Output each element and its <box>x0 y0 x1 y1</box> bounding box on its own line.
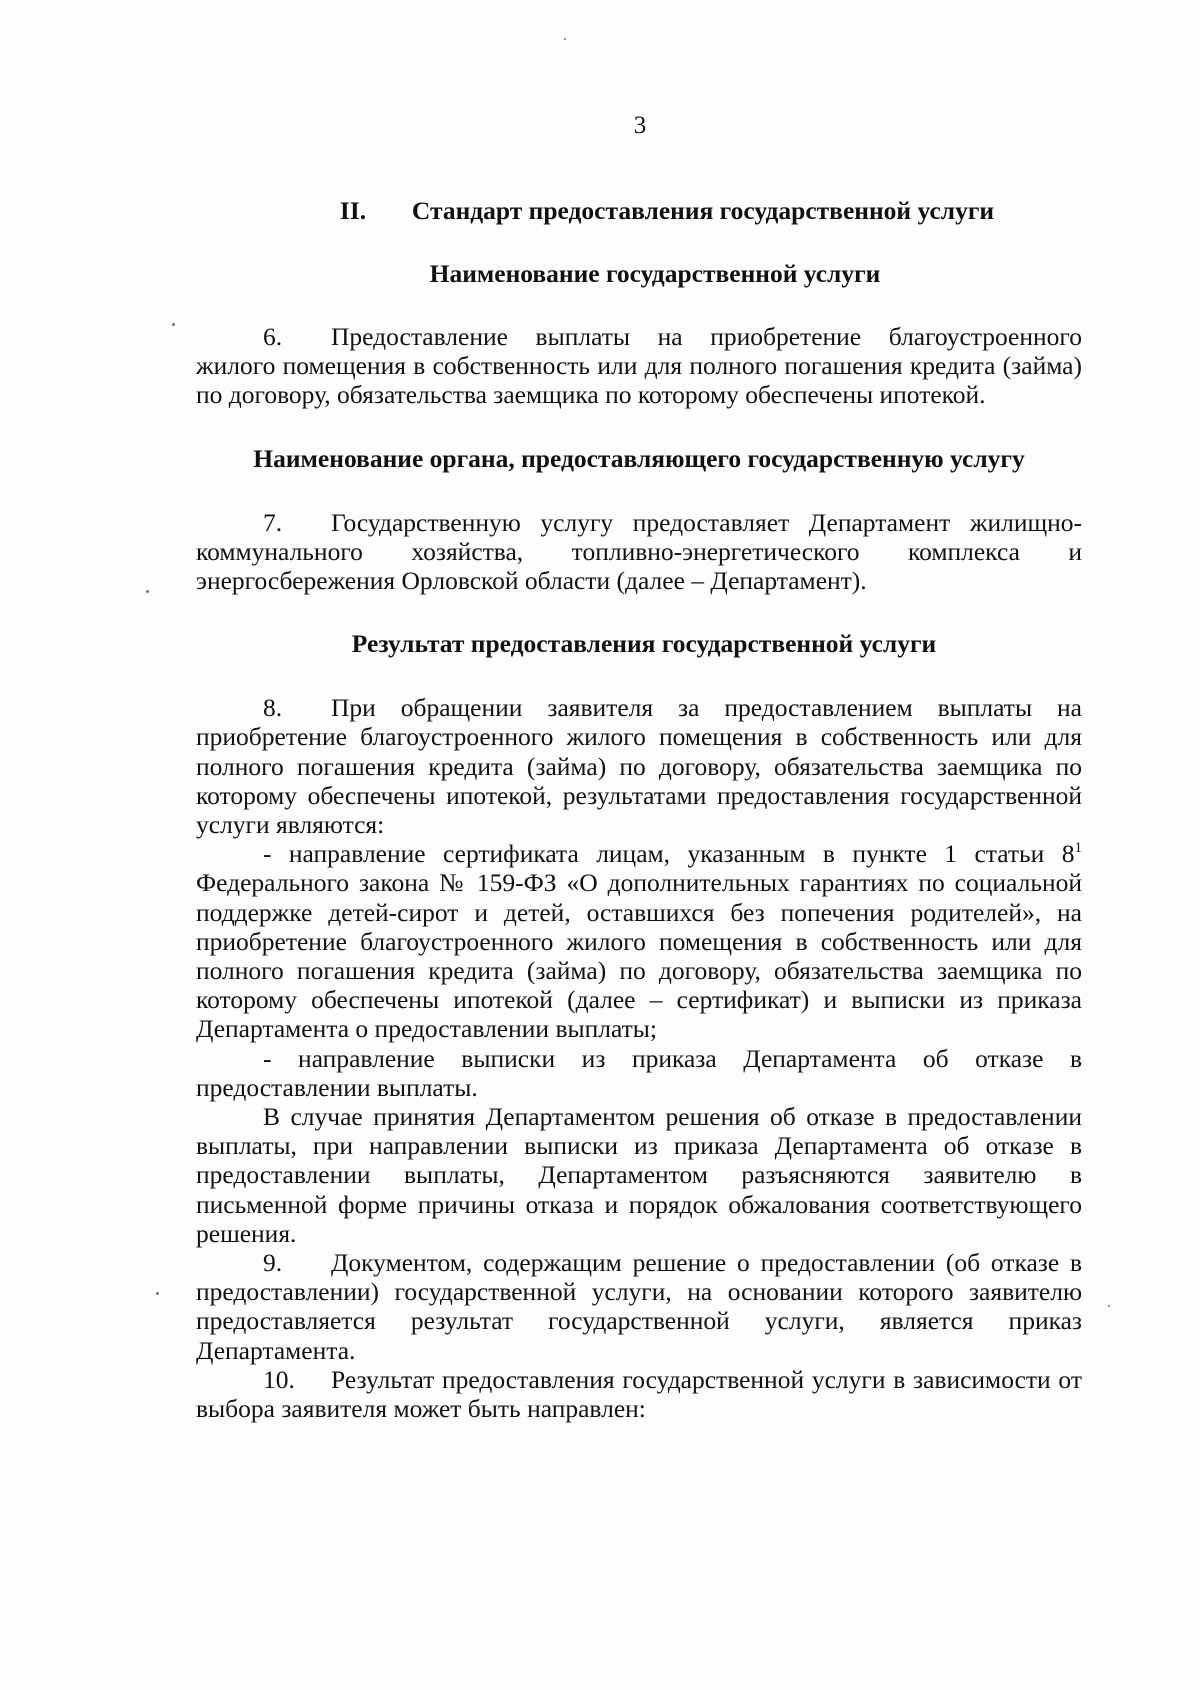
clause-7 <box>196 508 1082 596</box>
heading-authority-name: Наименование органа, предоставляющего государственную услугу <box>253 443 1025 473</box>
paragraph-10-text: Результат предоставления государственной услуги в зависимости от выбора заявителя может быть направлен: <box>196 1364 1082 1424</box>
scan-speck <box>1108 1305 1110 1307</box>
paragraph-8 <box>196 693 1082 839</box>
page-number: 3 <box>633 112 647 139</box>
document-body <box>196 196 1082 1423</box>
clause-6 <box>196 322 1082 410</box>
list-item-certificate <box>196 839 1082 1043</box>
paragraph-9-text: Документом, содержащим решение о предоставлении (об отказе в предоставлении) государственной услуги, на основании которого заявителю предоставляется результат государственной услуги, является приказ Департамента. <box>196 1248 1082 1365</box>
scan-speck <box>146 590 149 593</box>
paragraph-6 <box>196 322 1082 410</box>
paragraph-7-number: 7. <box>263 507 283 537</box>
list-item-refusal: - направление выписки из приказа Департамента об отказе в предоставлении выплаты. <box>196 1043 1082 1102</box>
section-title: Стандарт предоставления государственной услуги <box>411 196 995 225</box>
paragraph-9-number: 9. <box>263 1248 283 1278</box>
clauses-8-10 <box>196 693 1082 1423</box>
scan-speck <box>172 323 175 326</box>
heading-result: Результат предоставления государственной услуги <box>351 629 937 659</box>
paragraph-6-number: 6. <box>263 322 283 351</box>
paragraph-refusal-explanation: В случае принятия Департаментом решения об отказе в предоставлении выплаты, при направлении выписки из приказа Департамента об отказе в предоставлении выплаты, Департаментом разъясняются заявителю в письменной форме причины отказа и порядок обжалования соответствующего решения. <box>196 1102 1082 1248</box>
paragraph-7-text: Государственную услугу предоставляет Департамент жилищно-коммунального хозяйства, топливно-энергетического комплекса и энергосбережения Орловской области (далее – Департамент). <box>196 507 1082 596</box>
paragraph-8-number: 8. <box>263 693 283 723</box>
list-item-certificate-text: - направление сертификата лицам, указанным в пункте 1 статьи 8 <box>263 839 1075 869</box>
paragraph-7 <box>196 508 1082 596</box>
paragraph-6-text: Предоставление выплаты на приобретение благоустроенного жилого помещения в собственность или для полного погашения кредита (займа) по договору, обязательства заемщика по которому обеспечены ипотекой. <box>196 322 1082 410</box>
scan-speck <box>156 1292 159 1295</box>
paragraph-9 <box>196 1248 1082 1365</box>
heading-service-name: Наименование государственной услуги <box>429 259 881 288</box>
paragraph-10 <box>196 1365 1082 1423</box>
article-superscript: 1 <box>1074 840 1082 857</box>
paragraph-8-text: При обращении заявителя за предоставлением выплаты на приобретение благоустроенного жилого помещения в собственность или для полного погашения кредита (займа) по договору, обязательства заемщика по которому обеспечены ипотекой, результатами предоставления государственной услуги являются: <box>196 693 1082 840</box>
section-numeral: II. <box>339 196 367 225</box>
section-heading <box>252 196 1082 226</box>
paragraph-10-number: 10. <box>263 1364 295 1394</box>
scan-speck <box>564 38 566 40</box>
list-item-certificate-text-continued: Федерального закона № 159-ФЗ «О дополнительных гарантиях по социальной поддержке детей-сирот и детей, оставшихся без попечения родителей», на приобретение благоустроенного жилого помещения в собственность или для полного погашения кредита (займа) по договору, обязательства заемщика по которому обеспечены ипотекой (далее – сертификат) и выписки из приказа Департамента о предоставлении выплаты; <box>196 868 1082 1044</box>
